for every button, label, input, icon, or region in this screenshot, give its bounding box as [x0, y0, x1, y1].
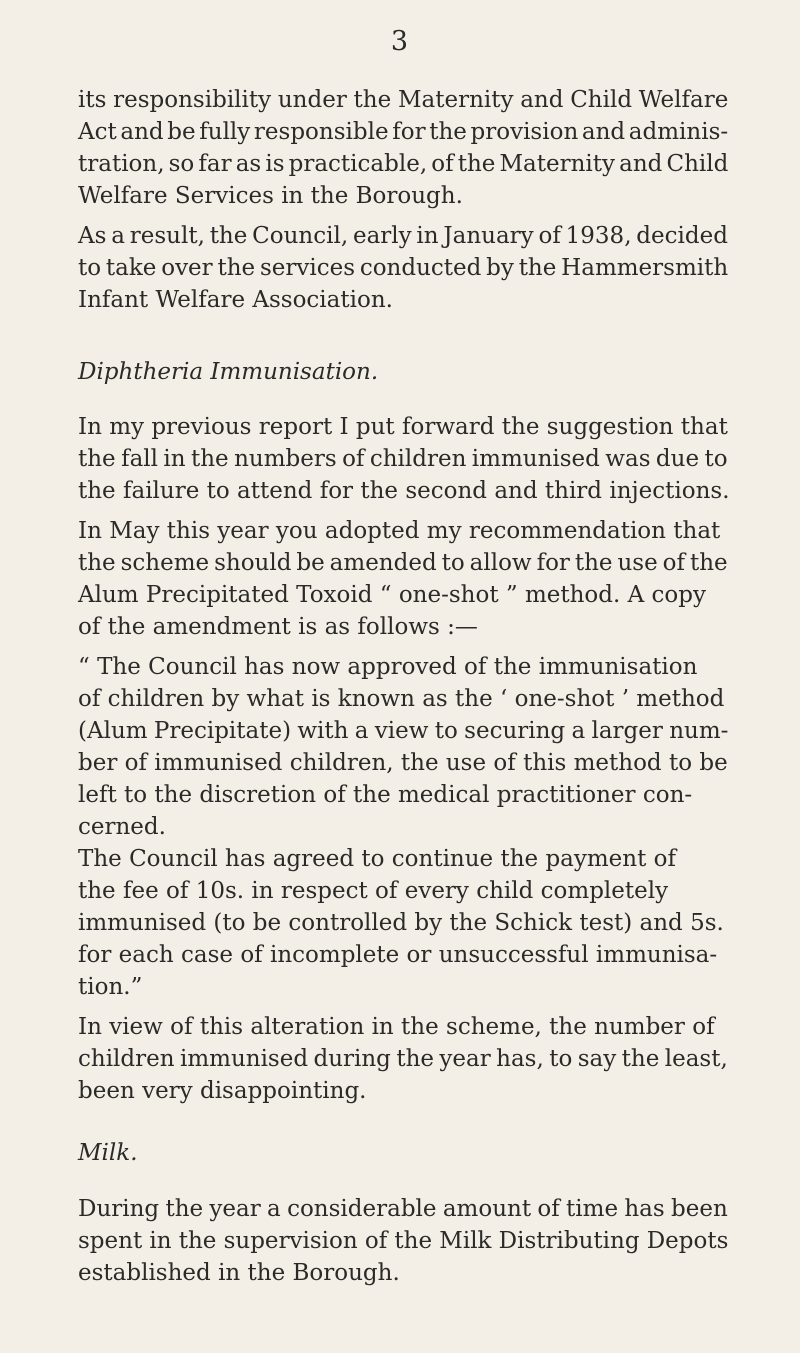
text-line: for each case of incomplete or unsuccessful immunisa-	[78, 942, 718, 968]
text-line: the failure to attend for the second and third injections.	[78, 478, 730, 504]
text-line: As a result, the Council, early in January of 1938, decided	[78, 223, 728, 249]
paragraph-previous-report	[78, 411, 728, 507]
quote-amendment-approval	[78, 651, 728, 843]
text-line: immunised (to be controlled by the Schick test) and 5s.	[78, 910, 724, 936]
paragraph-recommendation	[78, 515, 728, 643]
paragraph-disappointing	[78, 1011, 728, 1107]
text-line: its responsibility under the Maternity and Child Welfare	[78, 87, 729, 113]
text-line: Infant Welfare Association.	[78, 287, 393, 313]
text-line: (Alum Precipitate) with a view to securing a larger num-	[78, 718, 729, 744]
section-heading-diphtheria: Diphtheria Immunisation.	[78, 359, 379, 385]
text-line: of children by what is known as the ‘ one-shot ’ method	[78, 686, 725, 712]
text-line: During the year a considerable amount of time has been	[78, 1196, 728, 1222]
text-line: Welfare Services in the Borough.	[78, 183, 463, 209]
section-heading-milk: Milk.	[78, 1140, 138, 1166]
paragraph-milk-depots	[78, 1193, 728, 1289]
text-line: been very disappointing.	[78, 1078, 367, 1104]
text-line: the scheme should be amended to allow for the use of the	[78, 550, 728, 576]
text-line: the fee of 10s. in respect of every child completely	[78, 878, 669, 904]
text-line: cerned.	[78, 814, 166, 840]
text-line: to take over the services conducted by the Hammersmith	[78, 255, 729, 281]
text-line: Alum Precipitated Toxoid “ one-shot ” method. A copy	[78, 582, 706, 608]
text-line: tration, so far as is practicable, of the Maternity and Child	[78, 151, 729, 177]
text-line: “ The Council has now approved of the immunisation	[78, 654, 698, 680]
text-line: tion.”	[78, 974, 143, 1000]
text-line: In view of this alteration in the scheme, the number of	[78, 1014, 715, 1040]
text-line: Act and be fully responsible for the provision and adminis-	[78, 119, 729, 145]
quote-fee-payment	[78, 843, 728, 1003]
text-line: children immunised during the year has, to say the least,	[78, 1046, 728, 1072]
text-line: of the amendment is as follows :—	[78, 614, 478, 640]
text-line: ber of immunised children, the use of this method to be	[78, 750, 728, 776]
text-line: spent in the supervision of the Milk Distributing Depots	[78, 1228, 729, 1254]
text-line: left to the discretion of the medical practitioner con-	[78, 782, 693, 808]
text-line: In my previous report I put forward the suggestion that	[78, 414, 728, 440]
text-line: the fall in the numbers of children immunised was due to	[78, 446, 728, 472]
text-line: established in the Borough.	[78, 1260, 400, 1286]
paragraph-maternity-act	[78, 84, 728, 212]
paragraph-council-decision	[78, 220, 728, 316]
page-number: 3	[390, 26, 410, 57]
text-line: The Council has agreed to continue the payment of	[78, 846, 677, 872]
text-line: In May this year you adopted my recommendation that	[78, 518, 721, 544]
